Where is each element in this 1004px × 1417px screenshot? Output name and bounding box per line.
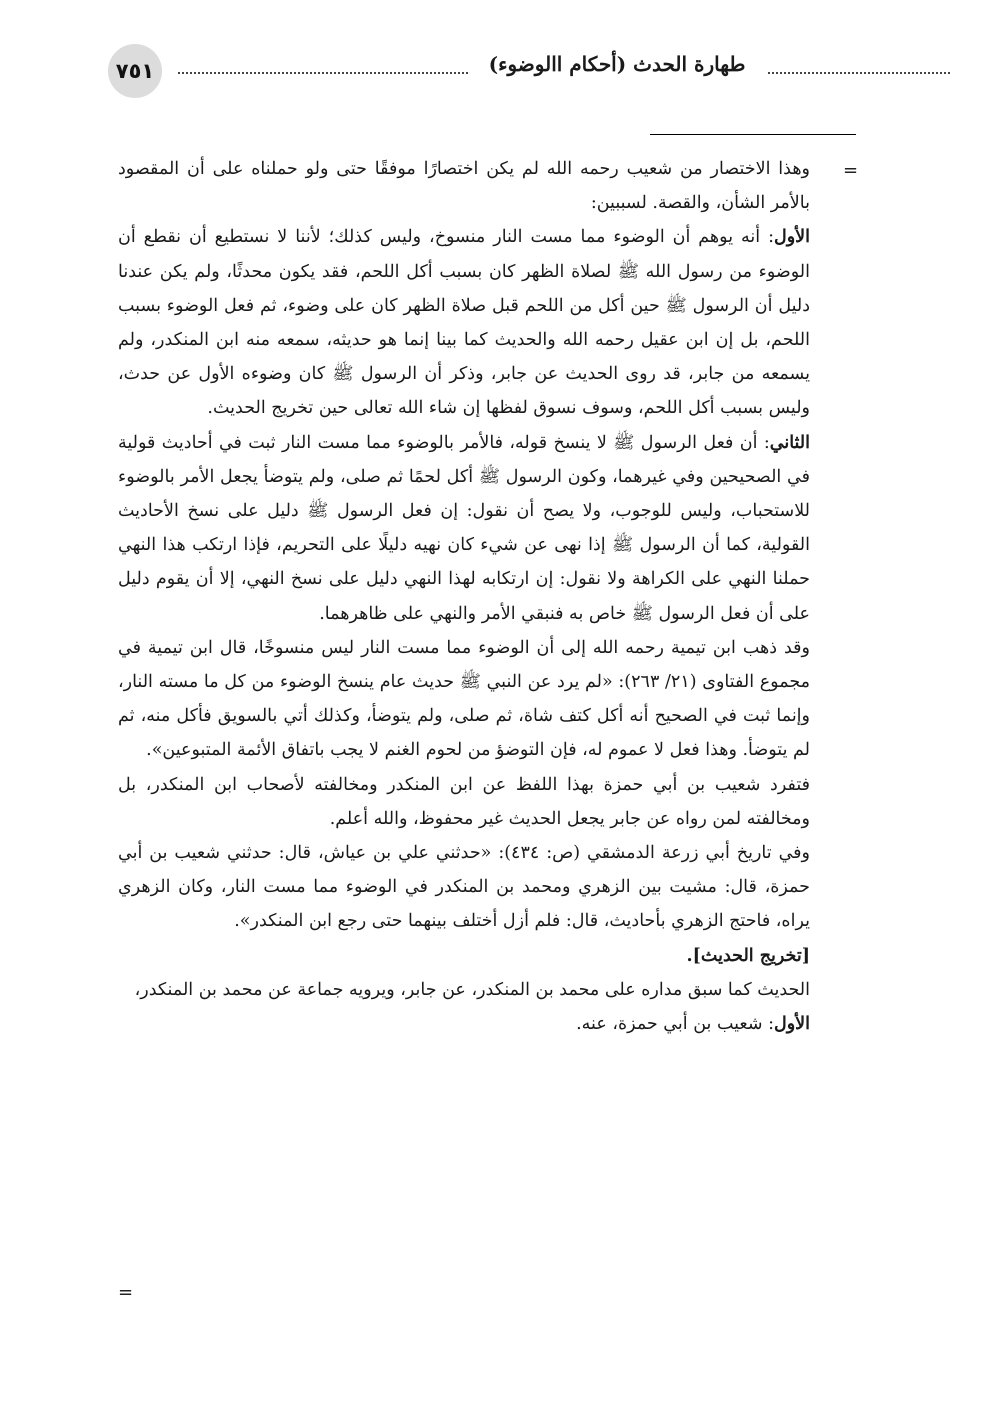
paragraph-label: الأول (773, 227, 810, 248)
paragraph-first-narrator: الأول: شعيب بن أبي حمزة، عنه. (576, 1014, 810, 1035)
paragraph-label: الأول (773, 1014, 810, 1035)
paragraph-first-reason: الأول: أنه يوهم أن الوضوء مما مست النار منسوخ، وليس كذلك؛ لأننا لا نستطيع أن نقطع أن الوضوء من رسول الله ﷺ لصلاة الظهر كان بسبب أكل اللحم، فقد يكون محدثًا، ولم يكن عندنا دليل أن الرسول ﷺ حين أكل من اللحم قبل صلاة الظهر كان على وضوء، ثم فعل الوضوء بسبب اللحم، بل إن ابن عقيل رحمه الله والحديث كما بينا إنما هو حديثه، سمعه منه ابن المنكدر، ولم يسمعه من جابر، قد روى الحديث عن جابر، وذكر أن الرسول ﷺ كان وضوءه الأول عن حدث، وليس بسبب أكل اللحم، وسوف نسوق لفظها إن شاء الله تعالى حين تخريج الحديث. (118, 227, 810, 419)
header-dotted-leader-left (178, 72, 468, 74)
continuation-mark-bottom: = (118, 1282, 134, 1303)
paragraph-takhrij-intro: الحديث كما سبق مداره على محمد بن المنكدر، عن جابر، ويرويه جماعة عن محمد بن المنكدر، (134, 979, 810, 1000)
page-number: ٧٥١ (108, 44, 162, 98)
paragraph-second-reason: الثاني: أن فعل الرسول ﷺ لا ينسخ قوله، فالأمر بالوضوء مما مست النار ثبت في أحاديث قولية في الصحيحين وفي غيرهما، وكون الرسول ﷺ أكل لحمًا ثم صلى، ولم يتوضأ يجعل الأمر بالوضوء للاستحباب، وليس للوجوب، ولا يصح أن نقول: إن فعل الرسول ﷺ دليل على نسخ الأحاديث القولية، كما أن الرسول ﷺ إذا نهى عن شيء كان نهيه دليلًا على التحريم، فإذا ارتكب هذا النهي حملنا النهي على الكراهة ولا نقول: إن ارتكابه لهذا النهي دليل على نسخ النهي، إلا أن يقوم دليل على أن فعل الرسول ﷺ خاص به فنبقي الأمر والنهي على ظاهرهما. (118, 432, 810, 624)
section-heading-takhrij: [تخريج الحديث]. (686, 945, 810, 966)
running-title: طهارة الحدث (أحكام االوضوء) (488, 52, 746, 76)
page-header (108, 44, 848, 100)
paragraph-intro: وهذا الاختصار من شعيب رحمه الله لم يكن اختصارًا موفقًا حتى ولو حملناه على أن المقصود بالأمر الشأن، والقصة. لسببين: (118, 159, 810, 214)
footnote-body (118, 152, 810, 1041)
paragraph-abu-zura: وفي تاريخ أبي زرعة الدمشقي (ص: ٤٣٤): «حدثني علي بن عياش، قال: حدثني شعيب بن أبي حمزة، قال: مشيت بين الزهري ومحمد بن المنكدر في الوضوء مما مست النار، وكان الزهري يراه، فاحتج الزهري بأحاديث، قال: فلم أزل أختلف بينهما حتى رجع ابن المنكدر». (118, 843, 810, 932)
paragraph-ibn-taymiyya: وقد ذهب ابن تيمية رحمه الله إلى أن الوضوء مما مست النار ليس منسوخًا، قال ابن تيمية في مجموع الفتاوى (٢١/ ٢٦٣): «لم يرد عن النبي ﷺ حديث عام ينسخ الوضوء من كل ما مسته النار، وإنما ثبت في الصحيح أنه أكل كتف شاة، ثم صلى، ولم يتوضأ، وكذلك أتي بالسويق فأكل منه، ثم لم يتوضأ. وهذا فعل لا عموم له، فإن التوضؤ من لحوم الغنم لا يجب باتفاق الأئمة المتبوعين». (118, 637, 811, 761)
paragraph-label: الثاني (769, 432, 810, 453)
footnote-separator-rule (650, 134, 856, 135)
header-dotted-leader-right (768, 72, 950, 74)
continuation-mark-top: = (843, 160, 859, 181)
paragraph-shuayb-conclusion: فتفرد شعيب بن أبي حمزة بهذا اللفظ عن ابن المنكدر ومخالفته لأصحاب ابن المنكدر، بل ومخالفته لمن رواه عن جابر يجعل الحديث غير محفوظ، والله أعلم. (118, 774, 810, 829)
